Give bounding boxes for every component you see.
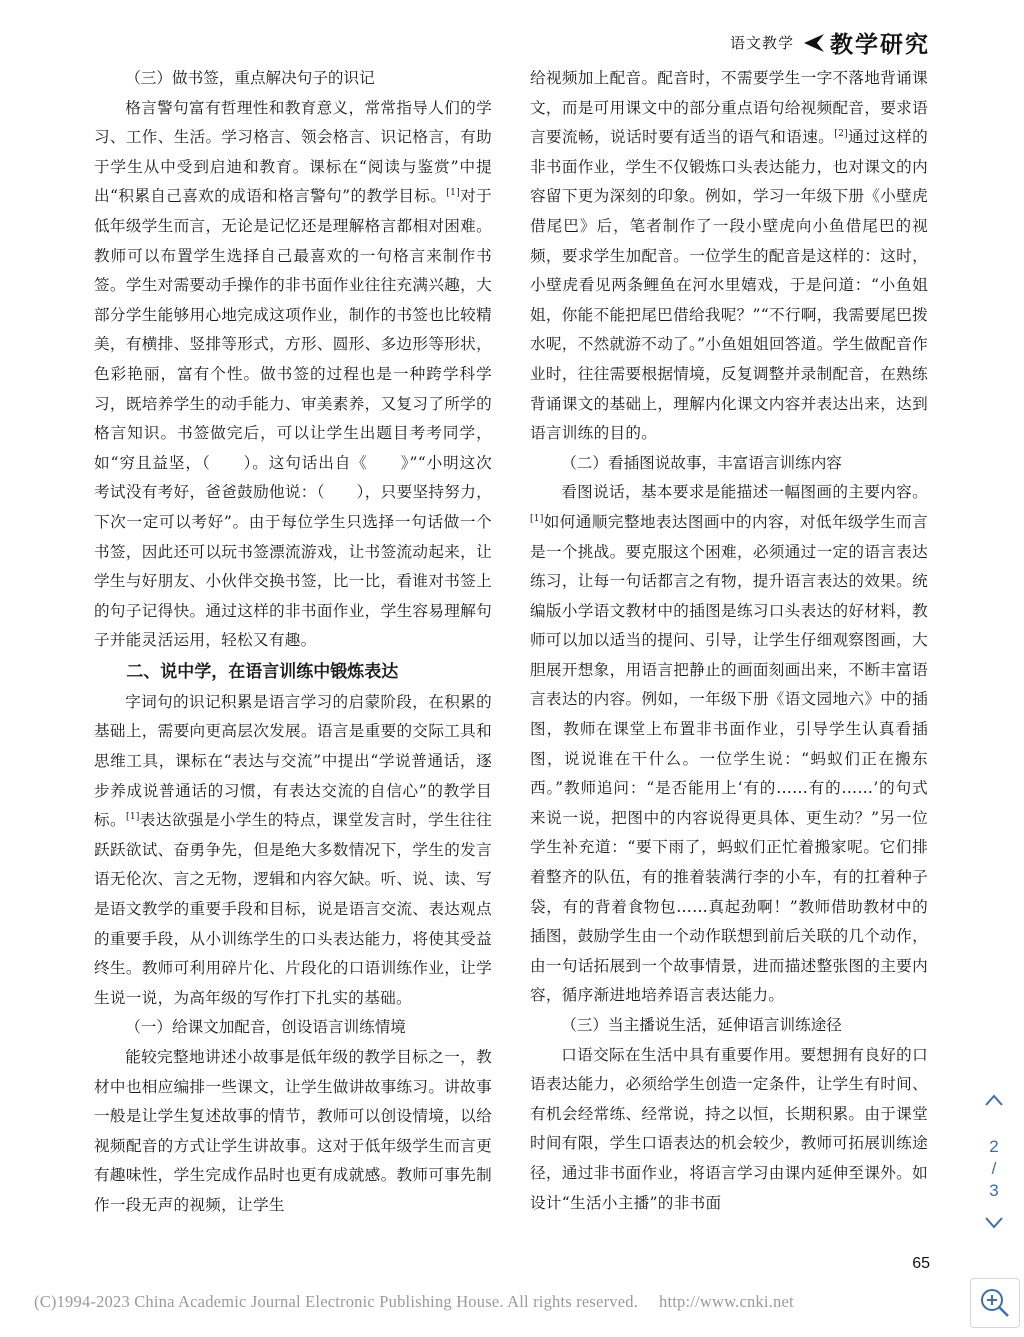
copyright-footer: (C)1994-2023 China Academic Journal Electronic Publishing House. All rights reserved. http://www.cnki.net	[34, 1292, 794, 1311]
paragraph: 看图说话，基本要求是能描述一幅图画的主要内容。[1]如何通顺完整地表达图画中的内容，对低年级学生而言是一个挑战。要克服这个困难，必须通过一定的语言表达练习，让每一句话都言之有物，提升语言表达的效果。统编版小学语文教材中的插图是练习口头表达的好材料，教师可以加以适当的提问、引导，让学生仔细观察图画，大胆展开想象，用语言把静止的画面刻画出来，不断丰富语言表达的内容。例如，一年级下册《语文园地六》中的插图，教师在课堂上布置非书面作业，引导学生认真看插图，说说谁在干什么。一位学生说：“蚂蚁们正在搬东西。”教师追问：“是否能用上‘有的……有的……’的句式来说一说，把图中的内容说得更具体、更生动？”另一位学生补充道：“要下雨了，蚂蚁们正忙着搬家呢。它们排着整齐的队伍，有的推着装满行李的小车，有的扛着种子袋，有的背着食物包……真起劲啊！”教师借助教材中的插图，鼓励学生由一个动作联想到前后关联的几个动作，由一句话拓展到一个故事情景，进而描述整张图的主要内容，循序渐进地培养语言表达能力。	[530, 483, 928, 1005]
subheading: （三）当主播说生活，延伸语言训练途径	[561, 1016, 842, 1034]
paragraph: 格言警句富有哲理性和教育意义，常常指导人们的学习、工作、生活。学习格言、领会格言、识记格言，有助于学生从中受到启迪和教育。课标在“阅读与鉴赏”中提出“积累自己喜欢的成语和格言警句”的教学目标。[1]对于低年级学生而言，无论是记忆还是理解格言都相对困难。教师可以布置学生选择自己最喜欢的一句格言来制作书签。学生对需要动手操作的非书面作业往往充满兴趣，大部分学生能够用心地完成这项作业，制作的书签也比较精美，有横排、竖排等形式，方形、圆形、多边形等形状，色彩艳丽，富有个性。做书签的过程也是一种跨学科学习，既培养学生的动手能力、审美素养，又复习了所学的格言知识。书签做完后，可以让学生出题目考考同学，如“穷且益坚，（ ）。这句话出自《 》”“小明这次考试没有考好，爸爸鼓励他说：（ ），只要坚持努力，下次一定可以考好”。由于每位学生只选择一句话做一个书签，因此还可以玩书签漂流游戏，让书签流动起来，让学生与好朋友、小伙伴交换书签，比一比，看谁对书签上的句子记得快。通过这样的非书面作业，学生容易理解句子并能灵活运用，轻松又有趣。	[94, 98, 492, 650]
section-heading: 二、说中学，在语言训练中锻炼表达	[126, 661, 399, 682]
next-page-button[interactable]	[976, 1216, 1012, 1236]
page-indicator	[976, 1136, 1012, 1202]
journal-subtitle: 语文教学	[729, 34, 794, 52]
zoom-in-icon	[971, 1279, 1019, 1327]
page-separator: /	[991, 1159, 997, 1178]
page-number: 65	[912, 1255, 930, 1272]
chevron-up-icon	[984, 1093, 1004, 1107]
previous-page-button[interactable]	[976, 1093, 1012, 1113]
left-column	[94, 64, 492, 1221]
current-page: 2	[989, 1137, 999, 1156]
paragraph-continued: 给视频加上配音。配音时，不需要学生一字不落地背诵课文，而是可用课文中的部分重点语句给视频配音，要求语言要流畅，说话时要有适当的语气和语速。[2]通过这样的非书面作业，学生不仅锻炼口头表达能力，也对课文的内容留下更为深刻的印象。例如，学习一年级下册《小壁虎借尾巴》后，笔者制作了一段小壁虎向小鱼借尾巴的视频，要求学生加配音。一位学生的配音是这样的：这时，小壁虎看见两条鲤鱼在河水里嬉戏，于是问道：“小鱼姐姐，你能不能把尾巴借给我呢？”“不行啊，我需要尾巴拨水呢，不然就游不动了。”小鱼姐姐回答道。学生做配音作业时，往往需要根据情境，反复调整并录制配音，在熟练背诵课文的基础上，理解内化课文内容并表达出来，达到语言训练的目的。	[530, 69, 928, 443]
subheading: （二）看插图说故事，丰富语言训练内容	[561, 453, 842, 472]
journal-section-title: 教学研究	[830, 32, 930, 58]
subheading: （一）给课文加配音，创设语言训练情境	[125, 1018, 406, 1037]
right-column	[530, 64, 928, 1218]
subheading: （三）做书签，重点解决句子的识记	[125, 69, 375, 87]
header-chevron-icon	[800, 32, 826, 54]
paragraph: 能较完整地讲述小故事是低年级的教学目标之一，教材中也相应编排一些课文，让学生做讲故事练习。讲故事一般是让学生复述故事的情节，教师可以创设情境，以给视频配音的方式让学生讲故事。这对于低年级学生而言更有趣味性，学生完成作品时也更有成就感。教师可事先制作一段无声的视频，让学生	[94, 1048, 492, 1214]
paragraph: 口语交际在生活中具有重要作用。要想拥有良好的口语表达能力，必须给学生创造一定条件，让学生有时间、有机会经常练、经常说，持之以恒，长期积累。由于课堂时间有限，学生口语表达的机会较少，教师可拓展训练途径，通过非书面作业，将语言学习由课内延伸至课外。如设计“生活小主播”的非书面	[530, 1045, 928, 1212]
paragraph: 字词句的识记积累是语言学习的启蒙阶段，在积累的基础上，需要向更高层次发展。语言是重要的交际工具和思维工具，课标在“表达与交流”中提出“学说普通话，逐步养成说普通话的习惯，有表达交流的自信心”的教学目标。[1]表达欲强是小学生的特点，课堂发言时，学生往往跃跃欲试、奋勇争先，但是绝大多数情况下，学生的发言语无伦次、言之无物，逻辑和内容欠缺。听、说、读、写是语文教学的重要手段和目标，说是语言交流、表达观点的重要手段，从小训练学生的口头表达能力，将使其受益终生。教师可利用碎片化、片段化的口语训练作业，让学生说一说，为高年级的写作打下扎实的基础。	[94, 692, 492, 1007]
chevron-down-icon	[984, 1216, 1004, 1230]
total-pages: 3	[989, 1181, 999, 1200]
zoom-in-button[interactable]	[970, 1278, 1020, 1328]
journal-header	[730, 26, 930, 59]
